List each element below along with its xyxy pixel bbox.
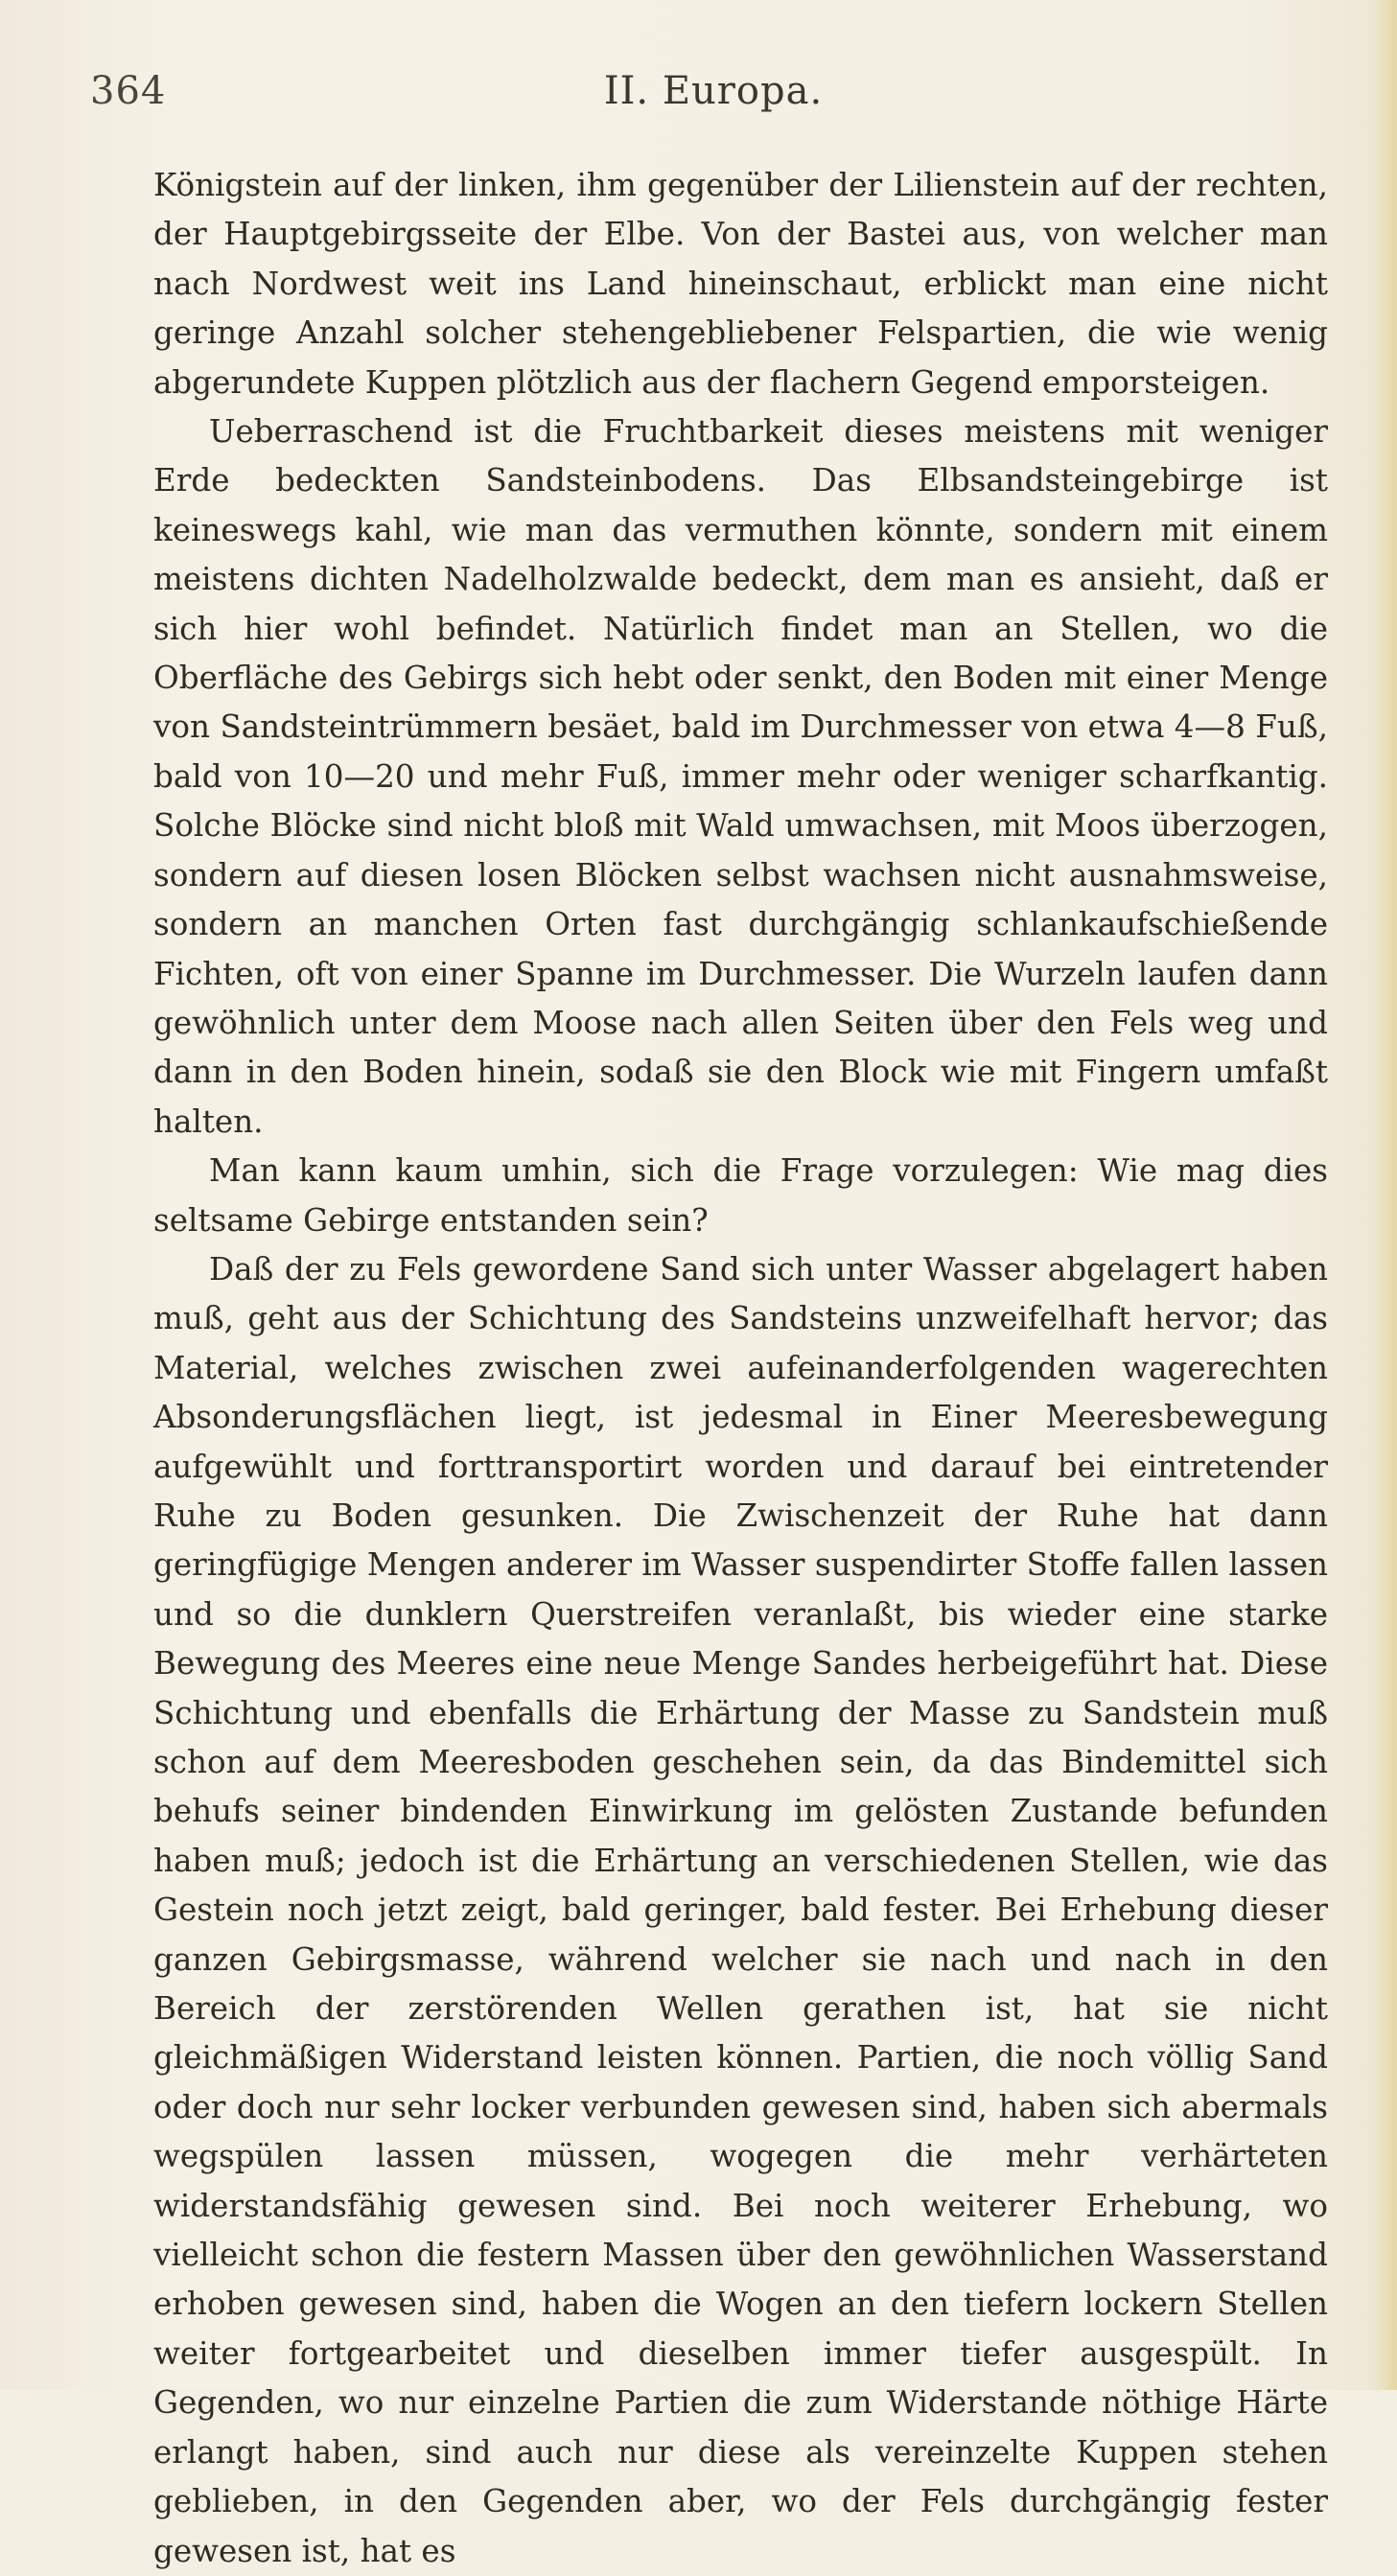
body-text	[153, 161, 1328, 2576]
running-title: II. Europa.	[603, 69, 824, 113]
page-header	[90, 69, 1337, 127]
page-edge-strip	[1372, 0, 1397, 2390]
paragraph: Man kann kaum umhin, sich die Frage vorzulegen: Wie mag dies seltsame Gebirge entstanden sein?	[153, 1152, 1328, 1239]
page-number: 364	[90, 69, 167, 113]
paragraph: Ueberraschend ist die Fruchtbarkeit dieses meistens mit weniger Erde bedeckten Sandsteinbodens. Das Elbsandsteingebirge ist keineswegs kahl, wie man das vermuthen könnte, sondern mit einem meistens dichten Nadelholzwalde bedeckt, dem man es ansieht, daß er sich hier wohl befindet. Natürlich findet man an Stellen, wo die Oberfläche des Gebirgs sich hebt oder senkt, den Boden mit einer Menge von Sandsteintrümmern besäet, bald im Durchmesser von etwa 4—8 Fuß, bald von 10—20 und mehr Fuß, immer mehr oder weniger scharfkantig. Solche Blöcke sind nicht bloß mit Wald umwachsen, mit Moos überzogen, sondern auf diesen losen Blöcken selbst wachsen nicht ausnahmsweise, sondern an manchen Orten fast durchgängig schlankaufschießende Fichten, oft von einer Spanne im Durchmesser. Die Wurzeln laufen dann gewöhnlich unter dem Moose nach allen Seiten über den Fels weg und dann in den Boden hinein, sodaß sie den Block wie mit Fingern umfaßt halten.	[153, 413, 1328, 1140]
paragraph: Daß der zu Fels gewordene Sand sich unter Wasser abgelagert haben muß, geht aus der Schichtung des Sandsteins unzweifelhaft hervor; das Material, welches zwischen zwei aufeinanderfolgenden wagerechten Absonderungsflächen liegt, ist jedesmal in Einer Meeresbewegung aufgewühlt und forttransportirt worden und darauf bei eintretender Ruhe zu Boden gesunken. Die Zwischenzeit der Ruhe hat dann geringfügige Mengen anderer im Wasser suspendirter Stoffe fallen lassen und so die dunklern Querstreifen veranlaßt, bis wieder eine starke Bewegung des Meeres eine neue Menge Sandes herbeigeführt hat. Diese Schichtung und ebenfalls die Erhärtung der Masse zu Sandstein muß schon auf dem Meeresboden geschehen sein, da das Bindemittel sich behufs seiner bindenden Einwirkung im gelösten Zustande befunden haben muß; jedoch ist die Erhärtung an verschiedenen Stellen, wie das Gestein noch jetzt zeigt, bald geringer, bald fester. Bei Erhebung dieser ganzen Gebirgsmasse, während welcher sie nach und nach in den Bereich der zerstörenden Wellen gerathen ist, hat sie nicht gleichmäßigen Widerstand leisten können. Partien, die noch völlig Sand oder doch nur sehr locker verbunden gewesen sind, haben sich abermals wegspülen lassen müssen, wogegen die mehr verhärteten widerstandsfähig gewesen sind. Bei noch weiterer Erhebung, wo vielleicht schon die festern Massen über den gewöhnlichen Wasserstand erhoben gewesen sind, haben die Wogen an den tiefern lockern Stellen weiter fortgearbeitet und dieselben immer tiefer ausgespült. In Gegenden, wo nur einzelne Partien die zum Widerstande nöthige Härte erlangt haben, sind auch nur diese als vereinzelte Kuppen stehen geblieben, in den Gegenden aber, wo der Fels durchgängig fester gewesen ist, hat es	[153, 1250, 1328, 2569]
paragraph: Königstein auf der linken, ihm gegenüber der Lilienstein auf der rechten, der Hauptgebirgsseite der Elbe. Von der Bastei aus, von welcher man nach Nordwest weit ins Land hineinschaut, erblickt man eine nicht geringe Anzahl solcher stehengebliebener Felspartien, die wie wenig abgerundete Kuppen plötzlich aus der flachern Gegend emporsteigen.	[153, 167, 1328, 401]
